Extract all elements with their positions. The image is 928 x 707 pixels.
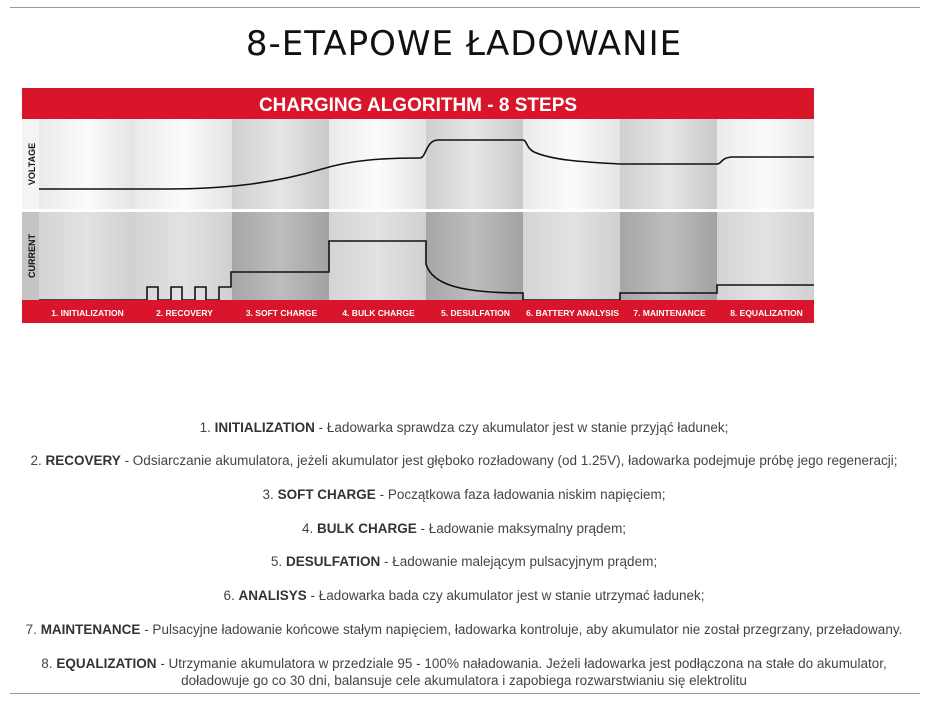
bottom-divider [10,693,920,694]
step-desc: - Utrzymanie akumulatora w przedziale 95 - 100% naładowania. Jeżeli ładowarka jest podłączona na stałe do akumulator, [156,656,887,671]
step-3 [0,486,928,503]
step-number: 6. [223,588,235,603]
step-name: RECOVERY [45,453,121,468]
step-number: 7. [25,622,37,637]
stage-label: 3. SOFT CHARGE [245,308,318,318]
step-7 [0,621,928,638]
current-panel [22,212,814,300]
step-desc: - Ładowarka sprawdza czy akumulator jest w stanie przyjąć ładunek; [314,420,729,435]
step-desc: - Ładowanie malejącym pulsacyjnym prądem; [380,554,658,569]
voltage-axis-label: VOLTAGE [27,142,37,186]
step-number: 8. [41,656,53,671]
step-desc: - Pulsacyjne ładowanie końcowe stałym napięciem, ładowarka kontroluje, aby akumulator nie został przegrzany, przeładowany. [140,622,903,637]
step-number: 1. [199,420,211,435]
diagram-title: CHARGING ALGORITHM - 8 STEPS [258,95,578,116]
stage-label: 4. BULK CHARGE [342,308,415,318]
step-name: SOFT CHARGE [277,487,376,502]
step-1 [0,419,928,436]
step-2 [0,452,928,469]
step-5 [0,553,928,570]
step-number: 5. [270,554,283,569]
step-desc: - Odsiarczanie akumulatora, jeżeli akumulator jest głęboko rozładowany (od 1.25V), ładowarka podejmuje próbę jego regeneracji; [120,453,898,468]
step-4 [0,520,928,537]
step-name: ANALISYS [238,588,307,603]
charging-algorithm-diagram [22,88,814,323]
stage-label: 6. BATTERY ANALYSIS [526,308,619,318]
stage-label: 1. INITIALIZATION [51,308,124,318]
stage-label: 8. EQUALIZATION [730,308,803,318]
step-desc: - Ładowarka bada czy akumulator jest w stanie utrzymać ładunek; [306,588,705,603]
step-name: BULK CHARGE [316,521,417,536]
step-number: 4. [301,521,314,536]
current-axis-label: CURRENT [27,234,37,278]
step-name: MAINTENANCE [40,622,141,637]
page-title: 8-ETAPOWE ŁADOWANIE [245,24,683,64]
top-divider [10,7,920,8]
step-name: EQUALIZATION [56,656,157,671]
stage-label: 2. RECOVERY [156,308,213,318]
step-number: 3. [262,487,274,502]
diagram-svg [22,88,814,323]
step-desc: - Ładowanie maksymalny prądem; [416,521,627,536]
step-6 [0,587,928,604]
step-8 [0,655,928,689]
step-desc-continued: doładowuje go co 30 dni, balansuje cele akumulatora i zapobiega rozwarstwianiu się elektrolitu [181,673,747,688]
step-desc: - Początkowa faza ładowania niskim napięciem; [375,487,666,502]
step-name: INITIALIZATION [214,420,315,435]
step-number: 2. [30,453,42,468]
stage-label: 5. DESULFATION [441,308,510,318]
step-name: DESULFATION [285,554,381,569]
stage-label: 7. MAINTENANCE [633,308,706,318]
